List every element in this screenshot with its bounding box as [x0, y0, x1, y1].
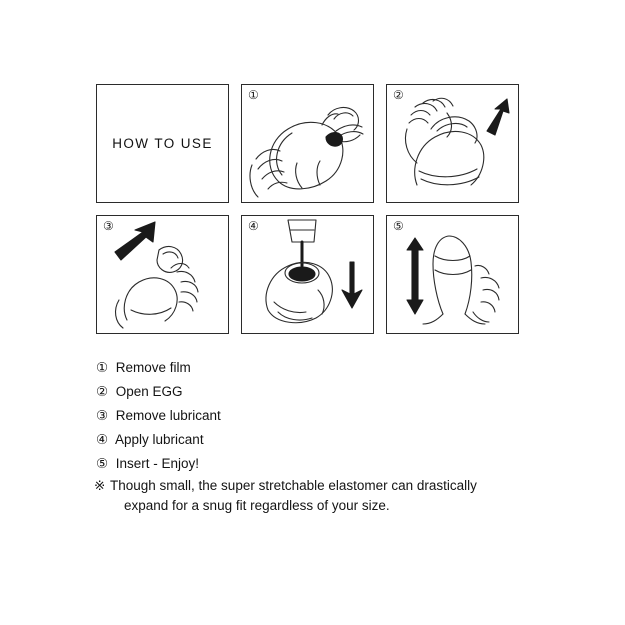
panel-marker-2: ②	[393, 88, 404, 102]
page-title: HOW TO USE	[112, 136, 213, 151]
panel-row-2	[96, 215, 529, 334]
illustration-remove-lubricant	[97, 216, 229, 334]
panel-grid	[96, 84, 529, 334]
step-text-4: Apply lubricant	[115, 432, 204, 447]
panel-remove-lubricant	[96, 215, 229, 334]
list-item	[96, 428, 546, 452]
list-item	[96, 404, 546, 428]
step-marker-3: ③	[96, 408, 109, 423]
step-text-3: Remove lubricant	[115, 408, 221, 423]
panel-title	[96, 84, 229, 203]
step-text-1: Remove film	[115, 360, 191, 375]
footnote-marker: ※	[94, 478, 106, 493]
panel-marker-1: ①	[248, 88, 259, 102]
panel-marker-3: ③	[103, 219, 114, 233]
panel-open-egg	[386, 84, 519, 203]
panel-row-1	[96, 84, 529, 203]
footnote	[94, 476, 534, 516]
step-text-2: Open EGG	[115, 384, 183, 399]
illustration-remove-film	[242, 85, 374, 203]
panel-marker-4: ④	[248, 219, 259, 233]
step-list	[96, 356, 546, 476]
footnote-line-2: expand for a snug fit regardless of your size.	[124, 498, 390, 513]
step-marker-4: ④	[96, 432, 109, 447]
step-marker-2: ②	[96, 384, 109, 399]
list-item	[96, 356, 546, 380]
illustration-insert-enjoy	[387, 216, 519, 334]
panel-marker-5: ⑤	[393, 219, 404, 233]
illustration-apply-lubricant	[242, 216, 374, 334]
step-text-5: Insert - Enjoy!	[115, 456, 200, 471]
step-marker-5: ⑤	[96, 456, 109, 471]
illustration-open-egg	[387, 85, 519, 203]
panel-apply-lubricant	[241, 215, 374, 334]
step-marker-1: ①	[96, 360, 109, 375]
list-item	[96, 452, 546, 476]
panel-insert-enjoy	[386, 215, 519, 334]
footnote-line-1: Though small, the super stretchable elastomer can drastically	[110, 478, 477, 493]
list-item	[96, 380, 546, 404]
panel-remove-film	[241, 84, 374, 203]
